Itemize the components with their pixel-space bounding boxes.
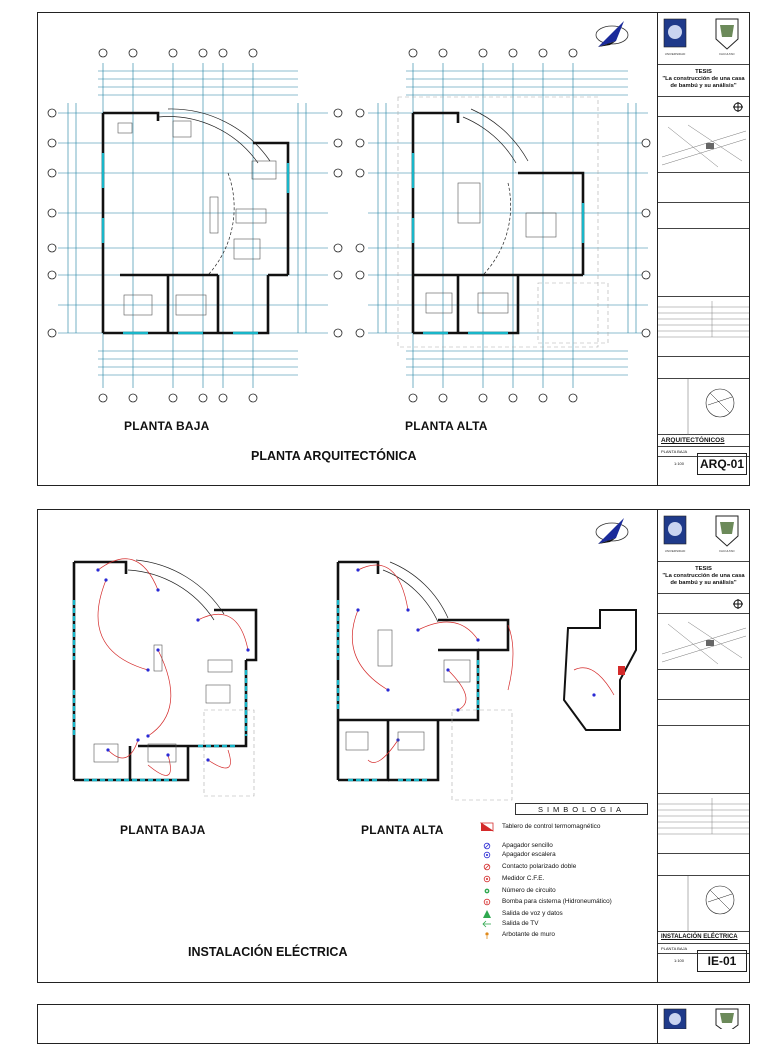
university-seal-icon xyxy=(658,510,750,558)
roof-panel-board-icon xyxy=(618,666,625,675)
sheet-code: IE-01 xyxy=(697,950,747,972)
title-block xyxy=(657,510,749,982)
legend-simbologia: SIMBOLOGIA Tablero de control termomagnético Apagador sencillo Apagador escalera Contacto polarizado doble Medidor C.F.E. Número de circuito B Bomba para cisterna (Hidroneumático) Salida de voz y datos Salida de TV Arbotante de muro xyxy=(480,803,648,973)
location-row xyxy=(658,594,749,614)
thesis-title xyxy=(658,562,749,594)
sheet-title: INSTALACIÓN ELÉCTRICA xyxy=(188,945,348,959)
north-symbol-icon xyxy=(658,594,750,614)
pump-icon xyxy=(480,897,494,907)
svg-text:FACULTAD: FACULTAD xyxy=(719,52,735,56)
title-block xyxy=(657,1005,749,1043)
sheet-architectural xyxy=(37,12,750,486)
north-symbol-icon xyxy=(658,97,750,117)
university-seal-icon xyxy=(658,13,750,61)
svg-text:UNIVERSIDAD: UNIVERSIDAD xyxy=(664,549,686,553)
section-sub: PLANTA BAJA xyxy=(658,944,749,954)
university-seal-icon xyxy=(658,1005,750,1029)
scale-value: 1:100 xyxy=(674,461,685,466)
svg-text:UNIVERSIDAD: UNIVERSIDAD xyxy=(664,52,686,56)
simbologia-row xyxy=(658,726,749,794)
roof-outlet xyxy=(592,693,595,696)
electrical-ground-windows xyxy=(74,600,246,780)
notes-row xyxy=(658,670,749,700)
university-logos xyxy=(658,13,749,65)
section-sub: PLANTA BAJA xyxy=(658,447,749,457)
upper-floor-label: PLANTA ALTA xyxy=(361,823,444,837)
wall-lamp-icon xyxy=(480,930,494,940)
key-plan xyxy=(658,379,749,435)
scale-value: 1:100 xyxy=(674,958,685,963)
upper-floor-roof-outline xyxy=(398,97,608,347)
svg-text:B: B xyxy=(485,899,489,905)
ground-floor-label: PLANTA BAJA xyxy=(124,419,210,433)
university-logos xyxy=(658,510,749,562)
electrical-ground-stair xyxy=(128,560,224,620)
thesis-line-3: de bambú y su análisis" xyxy=(670,83,737,89)
electrical-upper-outlets xyxy=(356,568,479,741)
ground-floor-label: PLANTA BAJA xyxy=(120,823,206,837)
site-map-icon xyxy=(658,614,750,670)
ground-floor-furniture xyxy=(118,121,276,315)
circuit-number-icon xyxy=(480,886,494,896)
thesis-line-1: TESIS xyxy=(695,69,712,75)
architectural-drawing xyxy=(38,13,656,485)
authors-row xyxy=(658,203,749,229)
grid-bubbles xyxy=(48,49,650,402)
sheet-partial xyxy=(37,1004,750,1044)
location-map xyxy=(658,117,749,173)
upper-floor-label: PLANTA ALTA xyxy=(405,419,488,433)
thesis-line-2: "La construcción de una casa xyxy=(662,573,745,579)
stair-switch-icon xyxy=(480,850,494,860)
electrical-drawing xyxy=(38,510,656,982)
data-outlet-icon xyxy=(480,909,494,919)
panel-board-icon xyxy=(480,822,494,832)
sheet-electrical xyxy=(37,509,750,983)
site-map-icon xyxy=(658,117,750,173)
simbologia-row xyxy=(658,229,749,297)
authors-row xyxy=(658,700,749,726)
electrical-ground-outlets xyxy=(96,568,249,761)
upper-floor-stair xyxy=(463,109,528,275)
tv-outlet-icon xyxy=(480,919,494,929)
legend-header: SIMBOLOGIA xyxy=(515,803,648,815)
upper-floor-windows xyxy=(413,153,583,333)
revisions-grid xyxy=(658,297,750,357)
electrical-upper-furniture xyxy=(346,630,470,750)
address-row xyxy=(658,854,749,876)
section-name: ARQUITECTÓNICOS xyxy=(658,435,749,447)
upper-floor-walls xyxy=(413,113,583,333)
title-block xyxy=(657,13,749,485)
thesis-line-1: TESIS xyxy=(695,566,712,572)
sheet-title: PLANTA ARQUITECTÓNICA xyxy=(251,449,417,463)
revisions-table xyxy=(658,297,749,357)
svg-text:FACULTAD: FACULTAD xyxy=(719,549,735,553)
location-row xyxy=(658,97,749,117)
key-plan-icon xyxy=(658,379,750,435)
electrical-upper-wiring xyxy=(352,565,513,763)
thesis-line-3: de bambú y su análisis" xyxy=(670,580,737,586)
notes-row xyxy=(658,173,749,203)
electrical-upper-outline xyxy=(452,710,512,800)
electrical-upper-stair xyxy=(383,562,448,622)
key-plan xyxy=(658,876,749,932)
outlet-icon xyxy=(480,862,494,872)
electrical-upper-walls xyxy=(338,562,508,780)
electrical-ground-furniture xyxy=(94,645,232,762)
section-name: INSTALACIÓN ELÉCTRICA xyxy=(658,932,749,944)
north-arrow-icon xyxy=(596,518,628,544)
electrical-upper-windows xyxy=(338,600,478,780)
revisions-grid xyxy=(658,794,750,854)
meter-icon xyxy=(480,874,494,884)
north-arrow-icon xyxy=(596,21,628,47)
roof-wiring xyxy=(574,668,614,695)
location-map xyxy=(658,614,749,670)
revisions-table xyxy=(658,794,749,854)
key-plan-icon xyxy=(658,876,750,932)
electrical-ground-wiring xyxy=(98,559,248,776)
thesis-line-2: "La construcción de una casa xyxy=(662,76,745,82)
thesis-title xyxy=(658,65,749,97)
sheet-code: ARQ-01 xyxy=(697,453,747,475)
architectural-plans-svg xyxy=(38,13,656,486)
address-row xyxy=(658,357,749,379)
